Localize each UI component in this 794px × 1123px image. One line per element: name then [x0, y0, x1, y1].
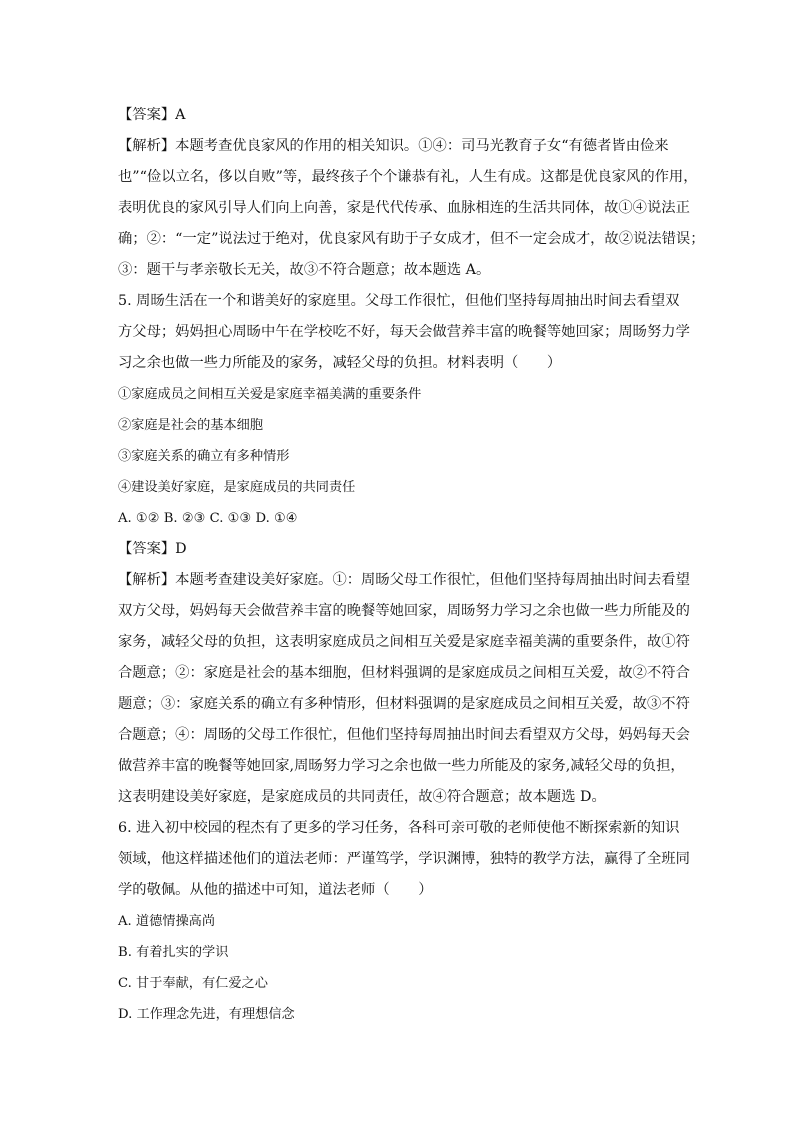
- q4-answer: 【答案】A: [118, 107, 186, 123]
- q4-analysis-line: 确；②：“一定”说法过于绝对，优良家风有助于子女成才，但不一定会成才，故②说法错误；: [118, 231, 705, 247]
- q4-analysis: [118, 131, 705, 286]
- q5-statements: [118, 379, 684, 503]
- q4-analysis-line: 也”“俭以立名，侈以自败”等，最终孩子个个谦恭有礼，人生有成。这都是优良家风的作用，: [118, 169, 698, 185]
- q5-stem-line: 方父母；妈妈担心周旸中午在学校吃不好，每天会做营养丰富的晚餐等她回家；周旸努力学: [118, 324, 690, 340]
- q4-analysis-line: 【解析】本题考查优良家风的作用的相关知识。①④：司马光教育子女“有德者皆由俭来: [118, 138, 669, 154]
- q5-statement: ④建设美好家庭，是家庭成员的共同责任: [118, 480, 356, 495]
- q5-analysis-line: 这表明建设美好家庭，是家庭成员的共同责任，故④符合题意；故本题选 D。: [118, 789, 606, 805]
- q5-stem-line: 习之余也做一些力所能及的家务，减轻父母的负担。材料表明（ ）: [118, 355, 562, 371]
- q5-analysis-line: 【解析】本题考查建设美好家庭。①：周旸父母工作很忙，但他们坚持每周抽出时间去看望: [118, 572, 690, 588]
- document-page: [118, 100, 705, 1030]
- q5-statement: ③家庭关系的确立有多种情形: [118, 449, 290, 464]
- q5-analysis-line: 合题意；④：周旸的父母工作很忙，但他们坚持每周抽出时间去看望双方父母，妈妈每天会: [118, 727, 690, 743]
- q5-statement: ②家庭是社会的基本细胞: [118, 418, 264, 433]
- q5-analysis: [118, 565, 690, 813]
- q4-analysis-line: 表明优良的家风引导人们向上向善，家是代代传承、血脉相连的生活共同体，故①④说法正: [118, 200, 690, 216]
- q6-option-c: C. 甘于奉献，有仁爱之心: [118, 976, 268, 991]
- q5-analysis-line: 双方父母，妈妈每天会做营养丰富的晚餐等她回家，周旸努力学习之余也做一些力所能及的: [118, 603, 690, 619]
- q5-options: A. ①② B. ②③ C. ①③ D. ①④: [118, 511, 298, 526]
- q5-stem-line: 5. 周旸生活在一个和谐美好的家庭里。父母工作很忙，但他们坚持每周抽出时间去看望双: [118, 293, 680, 309]
- q6-option-a: A. 道德情操高尚: [118, 914, 216, 929]
- q5-analysis-line: 做营养丰富的晚餐等她回家,周旸努力学习之余也做一些力所能及的家务,减轻父母的负担，: [118, 758, 685, 774]
- q5-statement: ①家庭成员之间相互关爱是家庭幸福美满的重要条件: [118, 387, 422, 402]
- q6-option-b: B. 有着扎实的学识: [118, 945, 229, 960]
- q5-stem: [118, 286, 690, 379]
- q5-analysis-line: 合题意；②：家庭是社会的基本细胞，但材料强调的是家庭成员之间相互关爱，故②不符合: [118, 665, 690, 681]
- q5-analysis-line: 家务，减轻父母的负担，这表明家庭成员之间相互关爱是家庭幸福美满的重要条件，故①符: [118, 634, 690, 650]
- q6-stem-line: 学的敬佩。从他的描述中可知，道法老师（ ）: [118, 882, 433, 898]
- q5-answer: 【答案】D: [118, 541, 187, 557]
- q6-stem: [118, 813, 690, 906]
- q4-analysis-line: ③：题干与孝亲敬长无关，故③不符合题意；故本题选 A。: [118, 262, 491, 278]
- q6-option-d: D. 工作理念先进，有理想信念: [118, 1007, 295, 1022]
- q6-stem-line: 领域，他这样描述他们的道法老师：严谨笃学，学识渊博，独特的教学方法，赢得了全班同: [118, 851, 690, 867]
- q6-stem-line: 6. 进入初中校园的程杰有了更多的学习任务，各科可亲可敬的老师使他不断探索新的知识: [118, 820, 680, 836]
- q5-analysis-line: 题意；③：家庭关系的确立有多种情形，但材料强调的是家庭成员之间相互关爱，故③不符: [118, 696, 690, 712]
- q6-options: [118, 906, 684, 1030]
